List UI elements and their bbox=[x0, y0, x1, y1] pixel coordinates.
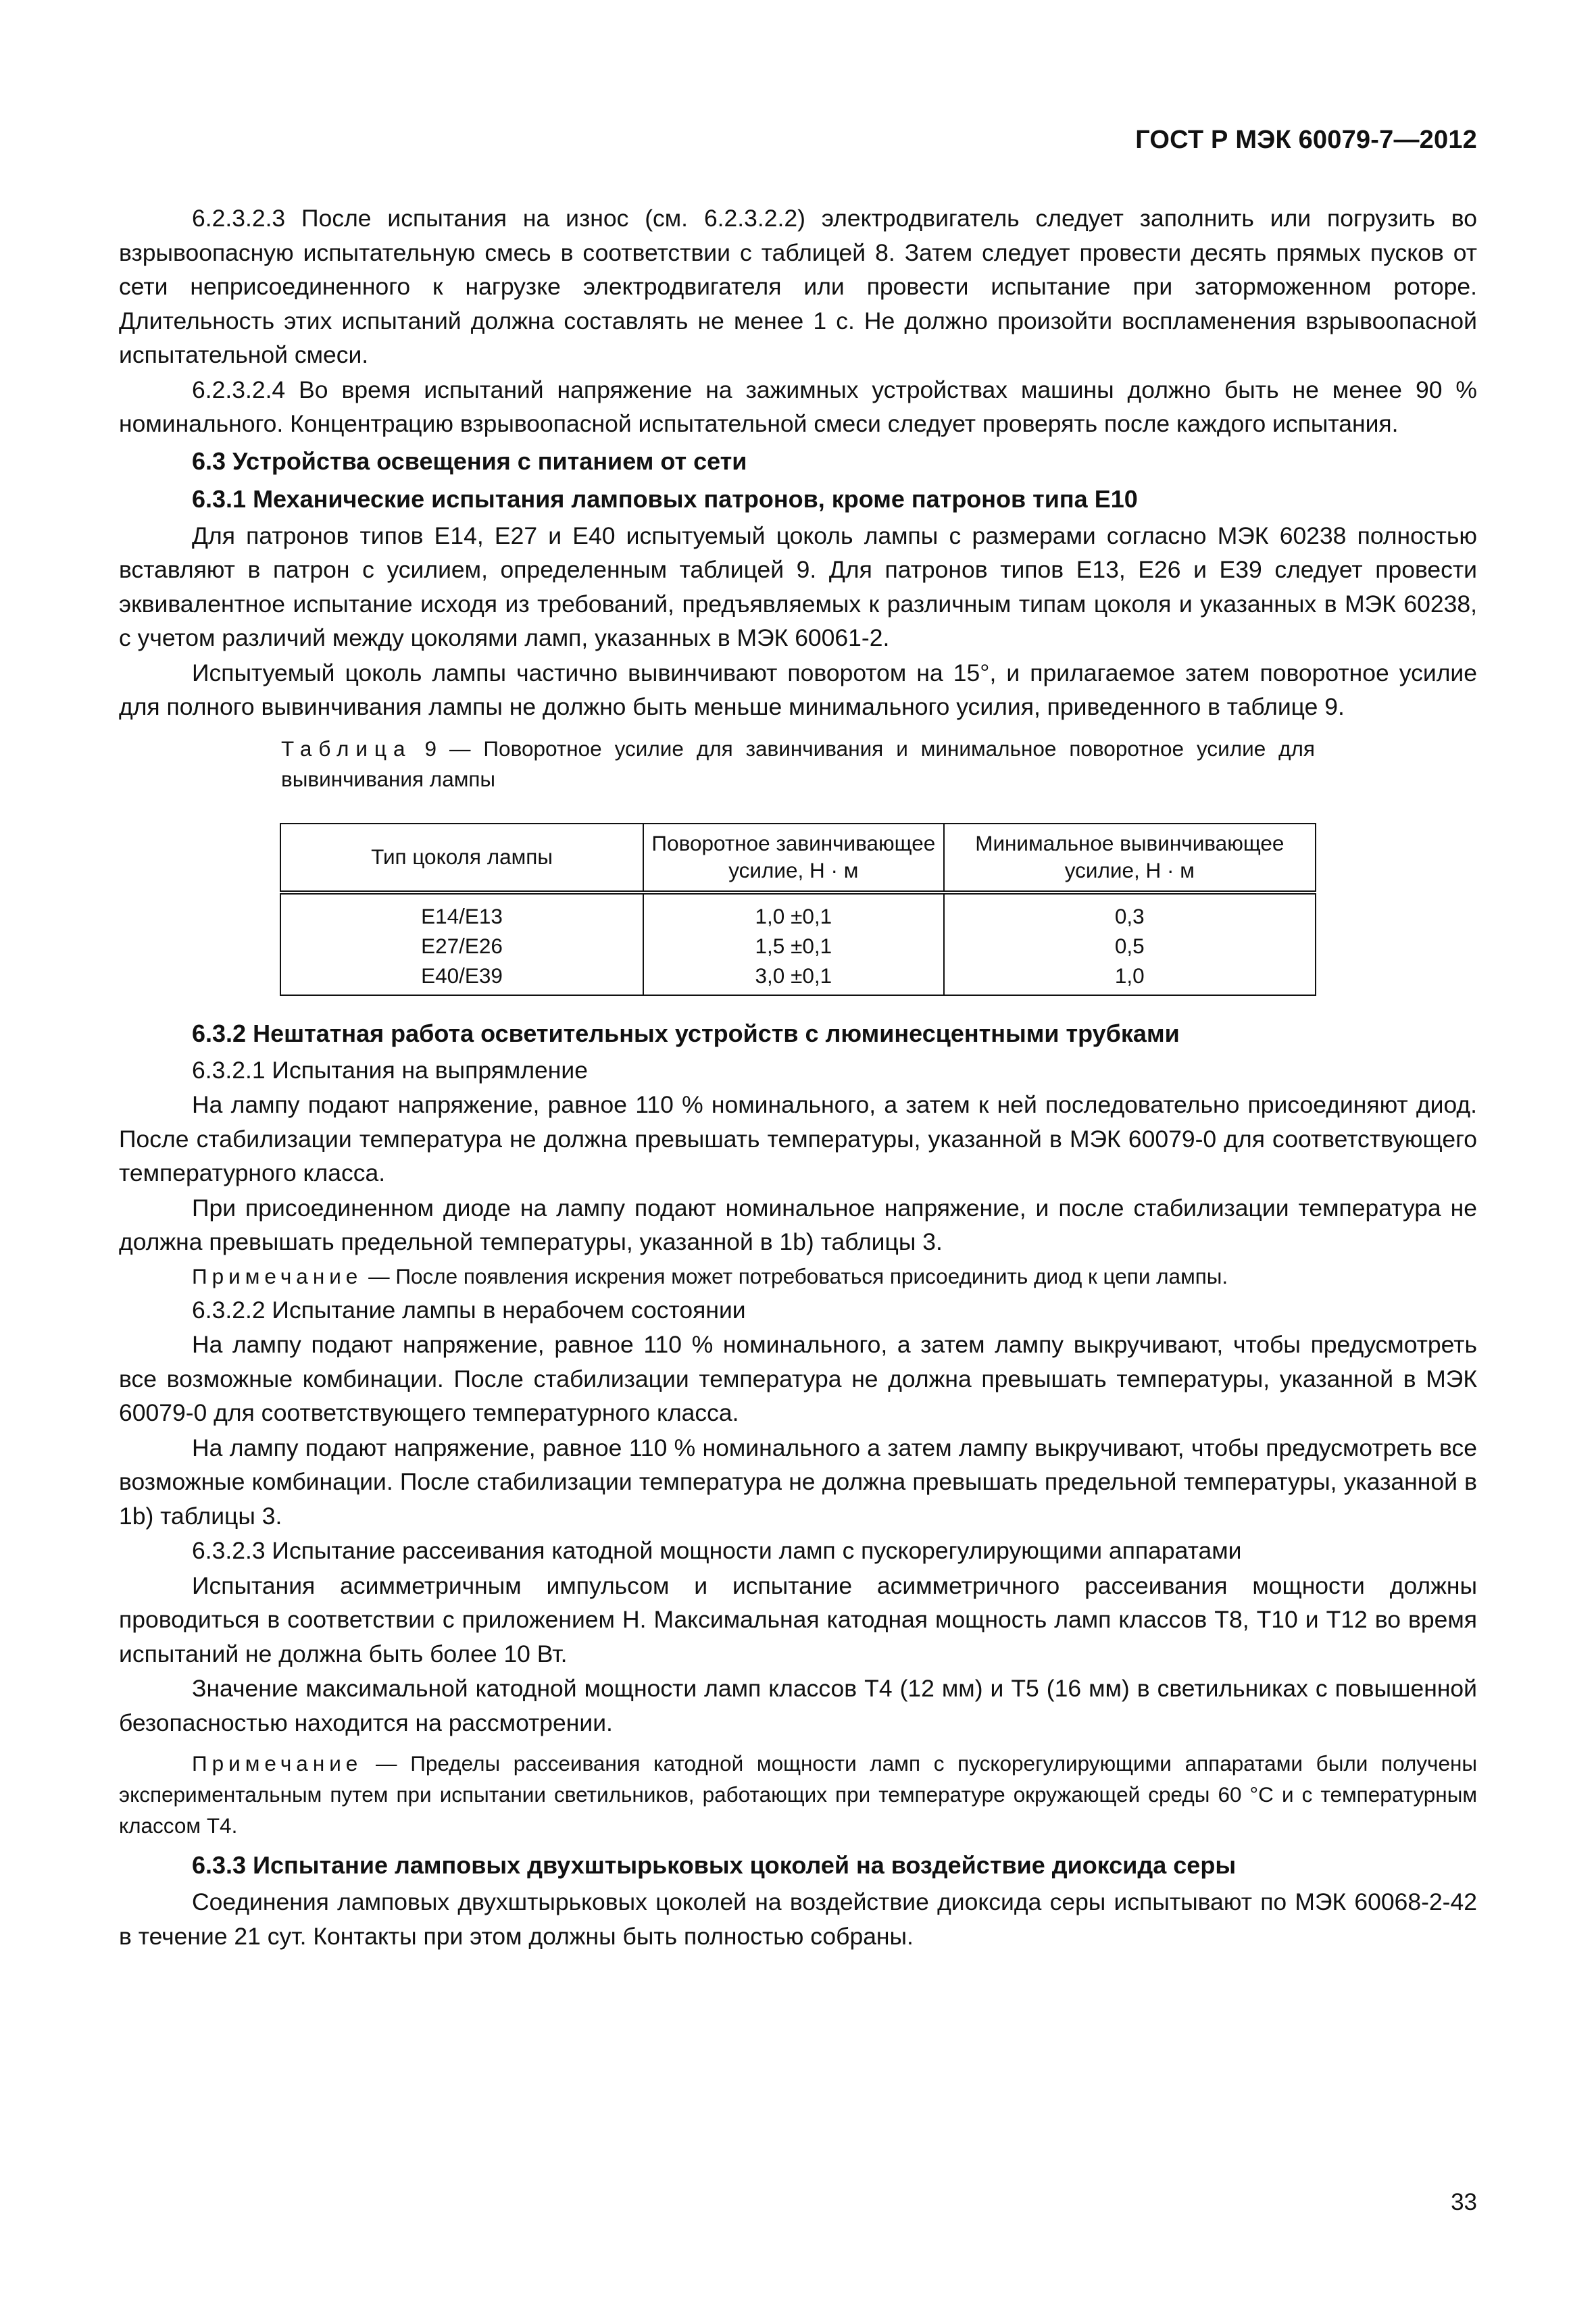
paragraph-rectification-test: На лампу подают напряжение, равное 110 % номинального, а затем к ней последовательно присоединяют диод. После стабилизации температура не должна превышать температуры, указанной в МЭК 60079-0 для соответствующего температурного класса. bbox=[119, 1091, 1477, 1186]
note-text: — Пределы рассеивания катодной мощности ламп с пускорегулирующими аппаратами были получены экспериментальным путем при испытании светильников, работающих при температуре окружающей среды 60 °С и с температурным классом Т4. bbox=[119, 1751, 1477, 1838]
table-caption-label: Таблица bbox=[281, 736, 412, 761]
page-number: 33 bbox=[1451, 2189, 1477, 2215]
table-header-cell: Тип цоколя лампы bbox=[280, 824, 643, 892]
paragraph-6-2-3-2-3: 6.2.3.2.3 После испытания на износ (см. 6.2.3.2.2) электродвигатель следует заполнить или погрузить во взрывоопасную испытательную смесь в соответствии с таблицей 8. Затем следует провести десять прямых пусков от сети неприсоединенного к нагрузке электродвигателя или провести испытание при заторможенном роторе. Длительность этих испытаний должна составлять не менее 1 с. Не должно произойти воспламенения взрывоопасной испытательной смеси. bbox=[119, 205, 1477, 368]
table-cell-unscrew-torque bbox=[944, 892, 1316, 995]
table-cell-value: 3,0 ±0,1 bbox=[755, 963, 832, 988]
note-1 bbox=[119, 1261, 1477, 1292]
table-cell-value: Е40/Е39 bbox=[421, 963, 503, 988]
table-cell-value: 1,0 ±0,1 bbox=[755, 903, 832, 928]
table-9 bbox=[280, 823, 1316, 996]
table-header-cell bbox=[944, 824, 1316, 892]
note-label: Примечание bbox=[192, 1263, 363, 1288]
table-header-cell bbox=[643, 824, 944, 892]
table-header-text: Минимальное вывинчивающее усилие, Н · м bbox=[975, 830, 1285, 882]
note-2 bbox=[119, 1748, 1477, 1841]
paragraph-6-2-3-2-4: 6.2.3.2.4 Во время испытаний напряжение на зажимных устройствах машины должно быть не менее 90 % номинального. Концентрацию взрывоопасной испытательной смеси следует проверять после каждого испытания. bbox=[119, 376, 1477, 437]
table-header-text: Поворотное завинчивающее усилие, Н · м bbox=[651, 830, 936, 882]
document-body bbox=[119, 201, 1477, 1953]
section-heading-6-3-1: 6.3.1 Механические испытания ламповых патронов, кроме патронов типа Е10 bbox=[192, 484, 1138, 513]
paragraph-sulphur-dioxide: Соединения ламповых двухштырьковых цоколей на воздействие диоксида серы испытывают по МЭК 60068-2-42 в течение 21 сут. Контакты при этом должны быть полностью собраны. bbox=[119, 1888, 1477, 1950]
table-cell-value: Е14/Е13 bbox=[421, 903, 503, 928]
table-caption bbox=[281, 734, 1315, 795]
table-header-row bbox=[280, 824, 1316, 892]
standard-designation: ГОСТ Р МЭК 60079-7—2012 bbox=[1135, 126, 1477, 154]
paragraph-6-3-2-2: 6.3.2.2 Испытание лампы в нерабочем состоянии bbox=[192, 1296, 746, 1324]
table-cell-value: 1,5 ±0,1 bbox=[755, 933, 832, 958]
paragraph-t4-t5: Значение максимальной катодной мощности ламп классов Т4 (12 мм) и Т5 (16 мм) в светильниках с повышенной безопасностью находится на рассмотрении. bbox=[119, 1675, 1477, 1736]
table-caption-text: 9 — Поворотное усилие для завинчивания и минимальное поворотное усилие для вывинчивания лампы bbox=[281, 736, 1315, 791]
table-cell-value: Е27/Е26 bbox=[421, 933, 503, 958]
table-cell-value: 0,5 bbox=[1114, 933, 1145, 958]
paragraph-disconnected-lamp-1: На лампу подают напряжение, равное 110 % номинального, а затем лампу выкручивают, чтобы предусмотреть все возможные комбинации. После стабилизации температура не должна превышать температуры, указанной в МЭК 60079-0 для соответствующего температурного класса. bbox=[119, 1331, 1477, 1426]
paragraph-rectification-diode: При присоединенном диоде на лампу подают номинальное напряжение, и после стабилизации температура не должна превышать предельной температуры, указанной в 1b) таблицы 3. bbox=[119, 1194, 1477, 1255]
note-label: Примечание bbox=[192, 1751, 363, 1776]
table-cell-base-type bbox=[280, 892, 643, 995]
section-heading-6-3: 6.3 Устройства освещения с питанием от сети bbox=[192, 447, 747, 475]
note-text: — После появления искрения может потребоваться присоединить диод к цепи лампы. bbox=[362, 1263, 1228, 1288]
table-row bbox=[280, 892, 1316, 995]
paragraph-disconnected-lamp-2: На лампу подают напряжение, равное 110 % номинального а затем лампу выкручивают, чтобы предусмотреть все возможные комбинации. После стабилизации температура не должна превышать предельной температуры, указанной в 1b) таблицы 3. bbox=[119, 1434, 1477, 1530]
section-heading-6-3-3: 6.3.3 Испытание ламповых двухштырьковых цоколей на воздействие диоксида серы bbox=[192, 1851, 1237, 1879]
table-cell-value: 0,3 bbox=[1114, 903, 1145, 928]
paragraph-unscrew-test: Испытуемый цоколь лампы частично вывинчивают поворотом на 15°, и прилагаемое затем поворотное усилие для полного вывинчивания лампы не должно быть меньше минимального усилия, приведенного в таблице 9. bbox=[119, 659, 1477, 720]
table-cell-screw-torque bbox=[643, 892, 944, 995]
paragraph-6-3-2-3: 6.3.2.3 Испытание рассеивания катодной мощности ламп с пускорегулирующими аппаратами bbox=[192, 1537, 1242, 1564]
paragraph-lamp-holders: Для патронов типов Е14, Е27 и Е40 испытуемый цоколь лампы с размерами согласно МЭК 60238 полностью вставляют в патрон с усилием, определенным таблицей 9. Для патронов типов Е13, Е26 и Е39 следует провести эквивалентное испытание исходя из требований, предъявляемых к различным типам цоколя и указанных в МЭК 60238, с учетом различий между цоколями ламп, указанных в МЭК 60061-2. bbox=[119, 522, 1477, 651]
paragraph-6-3-2-1: 6.3.2.1 Испытания на выпрямление bbox=[192, 1056, 588, 1084]
section-heading-6-3-2: 6.3.2 Нештатная работа осветительных устройств с люминесцентными трубками bbox=[192, 1019, 1180, 1047]
paragraph-asymmetric-test: Испытания асимметричным импульсом и испытание асимметричного рассеивания мощности должны проводиться в соответствии с приложением Н. Максимальная катодная мощность ламп классов Т8, Т10 и Т12 во время испытаний не должна быть более 10 Вт. bbox=[119, 1571, 1477, 1667]
table-cell-value: 1,0 bbox=[1114, 963, 1145, 988]
